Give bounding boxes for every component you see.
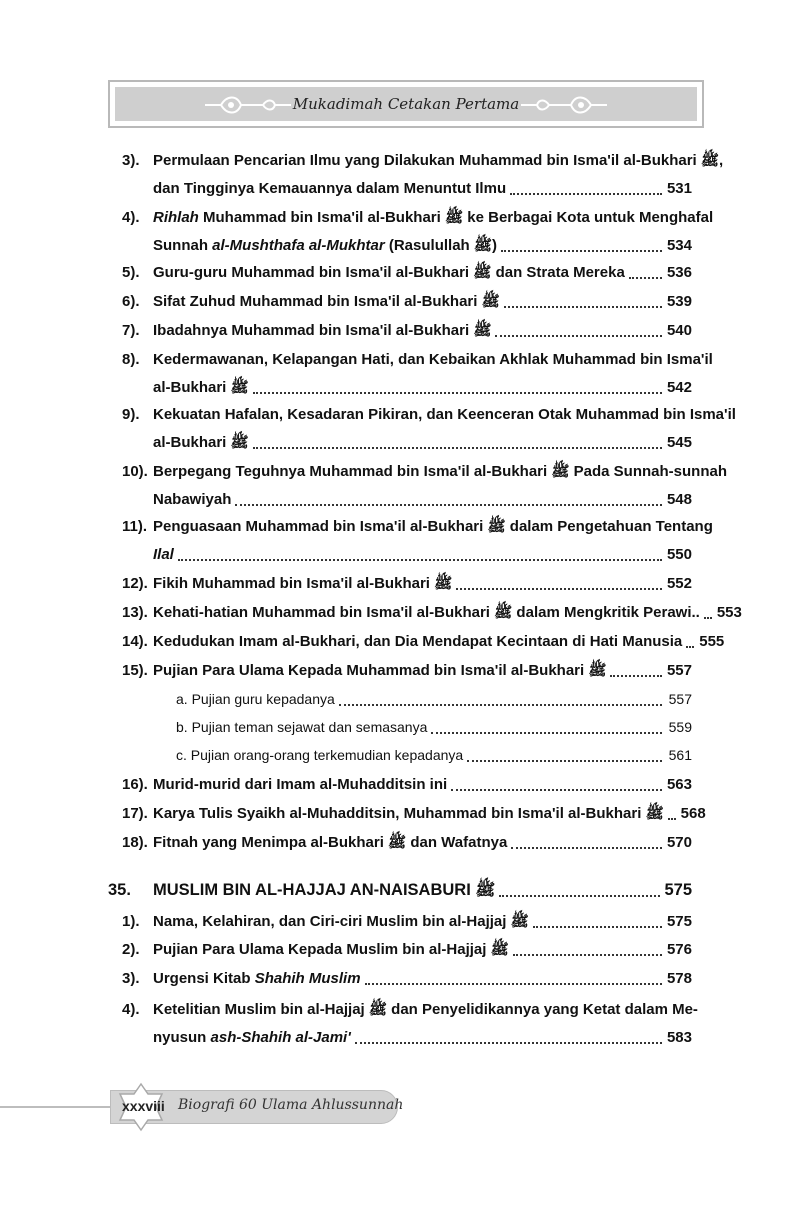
entry-number: 13). [122, 604, 148, 621]
entry-title-cont: al-Bukhari ﷺ [153, 434, 249, 451]
entry-title: Ibadahnya Muhammad bin Isma'il al-Bukhari ﷺ [153, 322, 492, 339]
entry-title: Penguasaan Muhammad bin Isma'il al-Bukhari ﷺ dalam Pengetahuan Tentang [153, 518, 713, 535]
page-number: 542 [666, 379, 692, 396]
entry-title: a. Pujian guru kepadanya [176, 691, 335, 707]
ornament-right-icon [519, 91, 609, 119]
page-number: 559 [668, 719, 692, 735]
entry-title: Kedermawanan, Kelapangan Hati, dan Kebaikan Akhlak Muhammad bin Isma'il [153, 351, 713, 368]
entry-title-italic: Rihlah [153, 209, 199, 226]
entry-number: 14). [122, 633, 148, 650]
entry-title-italic: ash-Shahih al-Jami' [210, 1029, 351, 1046]
section-title: MUSLIM BIN AL-HAJJAJ AN-NAISABURI ﷺ [153, 881, 496, 899]
page-number: 531 [666, 180, 692, 197]
entry-number: 5). [122, 264, 140, 281]
entry-title-cont: Sunnah [153, 237, 213, 254]
entry-title: Muhammad bin Isma'il al-Bukhari ﷺ ke Berbagai Kota untuk Menghafal [198, 209, 714, 226]
entry-number: 6). [122, 293, 140, 310]
entry-title: Karya Tulis Syaikh al-Muhadditsin, Muhammad bin Isma'il al-Bukhari ﷺ [153, 805, 664, 822]
entry-number: 12). [122, 575, 148, 592]
page-number: 552 [666, 575, 692, 592]
entry-title: c. Pujian orang-orang terkemudian kepadanya [176, 747, 464, 763]
footer-book-title: Biografi 60 Ulama Ahlussunnah [178, 1097, 404, 1113]
header-band [115, 87, 697, 121]
entry-title: Nama, Kelahiran, dan Ciri-ciri Muslim bin al-Hajjaj ﷺ [153, 913, 529, 930]
page-number: 534 [666, 237, 692, 254]
entry-title-cont: dan Tingginya Kemauannya dalam Menuntut Ilmu [153, 180, 507, 197]
page-number: 570 [666, 834, 692, 851]
entry-number: 3). [122, 152, 140, 169]
entry-title-italic: al-Mushthafa al-Mukhtar [212, 237, 385, 254]
entry-number: 3). [122, 970, 140, 987]
entry-title: Ketelitian Muslim bin al-Hajjaj ﷺ dan Penyelidikannya yang Ketat dalam Me- [153, 1001, 698, 1018]
page-number: 575 [664, 881, 692, 899]
entry-number: 17). [122, 805, 148, 822]
footer-rule [0, 1106, 112, 1108]
entry-title: Guru-guru Muhammad bin Isma'il al-Bukhari ﷺ dan Strata Mereka [153, 264, 625, 281]
entry-number: 9). [122, 406, 140, 423]
page-number: 557 [666, 662, 692, 679]
entry-title: Kekuatan Hafalan, Kesadaran Pikiran, dan Keenceran Otak Muhammad bin Isma'il [153, 406, 736, 423]
entry-title: Sifat Zuhud Muhammad bin Isma'il al-Bukhari ﷺ [153, 293, 500, 310]
entry-title: Kedudukan Imam al-Bukhari, dan Dia Mendapat Kecintaan di Hati Manusia [153, 633, 683, 650]
page-number: 553 [716, 604, 742, 621]
entry-title: Urgensi Kitab [153, 970, 255, 987]
entry-title: Berpegang Teguhnya Muhammad bin Isma'il al-Bukhari ﷺ Pada Sunnah-sunnah [153, 463, 727, 480]
entry-title: Fikih Muhammad bin Isma'il al-Bukhari ﷺ [153, 575, 453, 592]
page-number: 550 [666, 546, 692, 563]
entry-title: Pujian Para Ulama Kepada Muslim bin al-Hajjaj ﷺ [153, 941, 509, 958]
entry-title-cont: nyusun [153, 1029, 211, 1046]
section-number: 35. [108, 881, 131, 899]
header-title: Mukadimah Cetakan Pertama [292, 95, 520, 113]
page-number: 540 [666, 322, 692, 339]
entry-title: Pujian Para Ulama Kepada Muhammad bin Isma'il al-Bukhari ﷺ [153, 662, 607, 679]
entry-number: 2). [122, 941, 140, 958]
page-number: 536 [666, 264, 692, 281]
entry-title: Murid-murid dari Imam al-Muhadditsin ini [153, 776, 448, 793]
entry-number: 8). [122, 351, 140, 368]
entry-number: 10). [122, 463, 148, 480]
page-number: 545 [666, 434, 692, 451]
entry-title: Kehati-hatian Muhammad bin Isma'il al-Bukhari ﷺ dalam Mengkritik Perawi.. [153, 604, 700, 621]
entry-number: 4). [122, 209, 140, 226]
entry-number: 11). [122, 518, 148, 535]
entry-number: 16). [122, 776, 148, 793]
entry-number: 15). [122, 662, 148, 679]
entry-title: Fitnah yang Menimpa al-Bukhari ﷺ dan Wafatnya [153, 834, 508, 851]
page-number: 563 [666, 776, 692, 793]
page-number: 578 [666, 970, 692, 987]
page-folio: xxxviii [122, 1098, 165, 1114]
page-number: 539 [666, 293, 692, 310]
entry-title-cont: Nabawiyah [153, 491, 232, 508]
page-number: 568 [680, 805, 706, 822]
page-number: 561 [668, 747, 692, 763]
entry-title-cont: al-Bukhari ﷺ [153, 379, 249, 396]
entry-title-cont: (Rasulullah ﷺ) [384, 237, 497, 254]
entry-number: 18). [122, 834, 148, 851]
entry-title-italic: Ilal [153, 546, 174, 563]
entry-title: Permulaan Pencarian Ilmu yang Dilakukan Muhammad bin Isma'il al-Bukhari ﷺ, [153, 152, 724, 169]
entry-number: 7). [122, 322, 140, 339]
running-header [108, 80, 704, 128]
entry-number: 4). [122, 1001, 140, 1018]
page-number: 576 [666, 941, 692, 958]
entry-number: 1). [122, 913, 140, 930]
entry-title-italic: Shahih Muslim [254, 970, 361, 987]
page-number: 575 [666, 913, 692, 930]
page-number: 555 [699, 633, 725, 650]
page-number: 583 [666, 1029, 692, 1046]
entry-title: b. Pujian teman sejawat dan semasanya [176, 719, 428, 735]
page-number: 557 [668, 691, 692, 707]
page-number: 548 [666, 491, 692, 508]
